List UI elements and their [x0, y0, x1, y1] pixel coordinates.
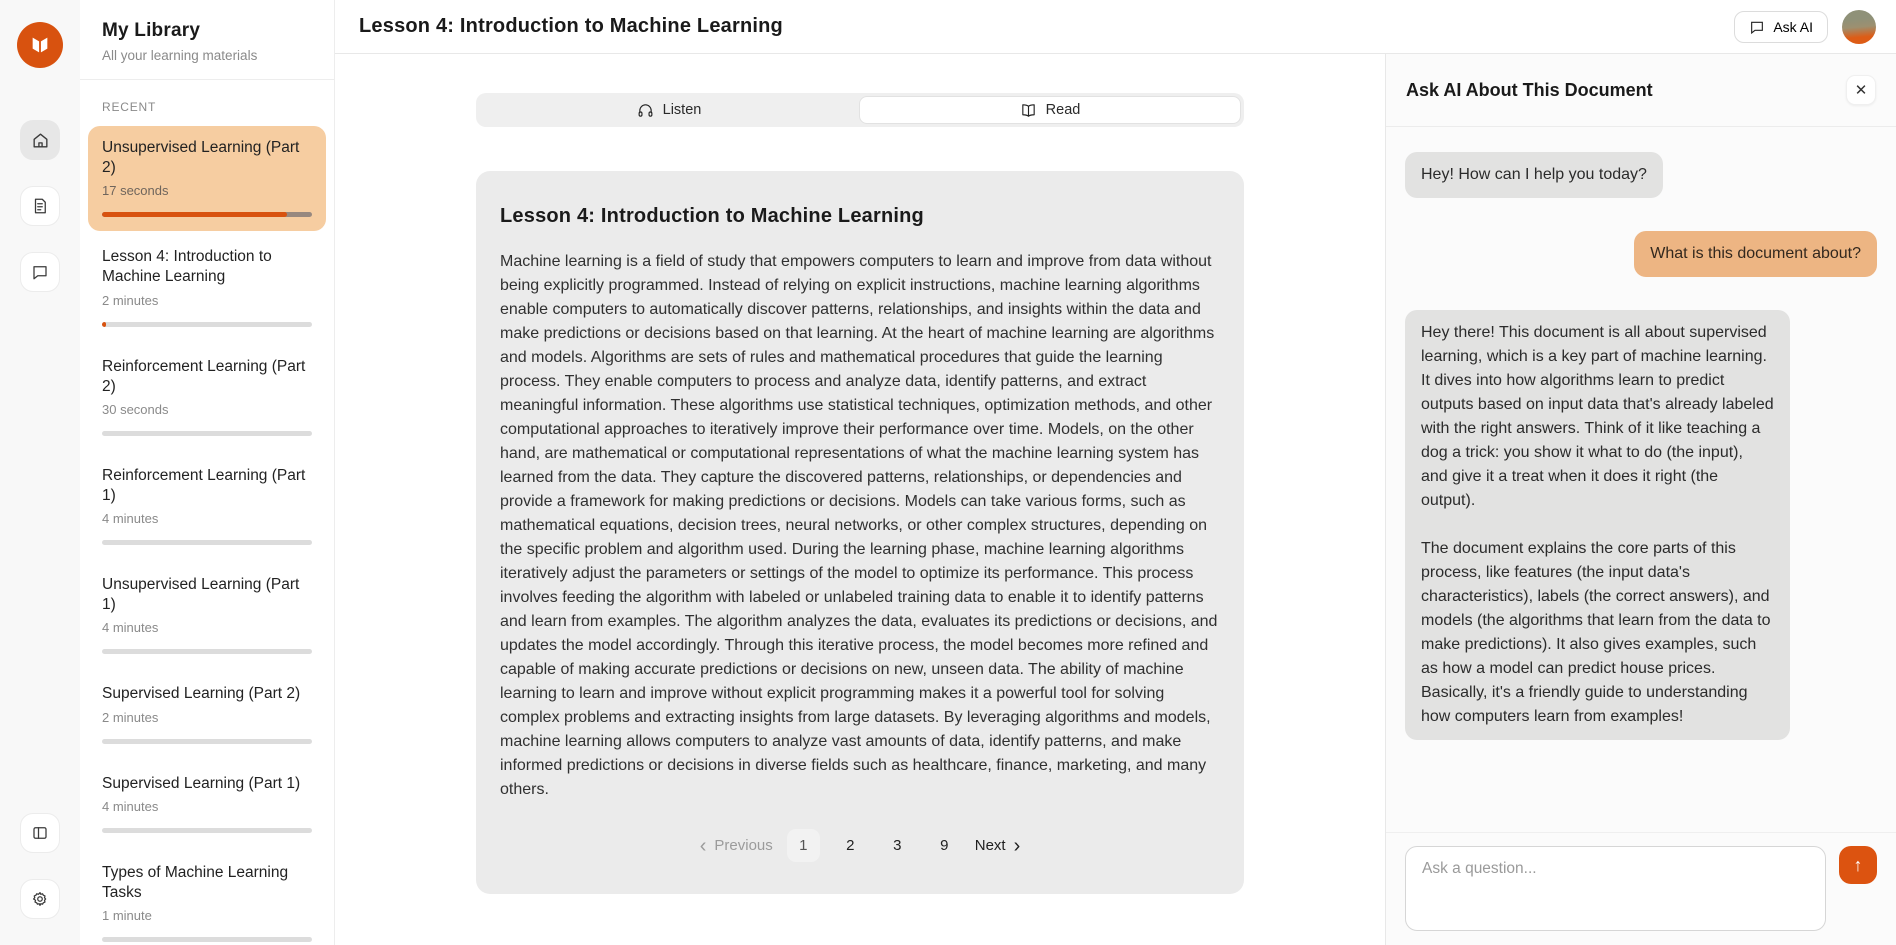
item-duration: 4 minutes	[102, 620, 159, 636]
app-logo[interactable]	[17, 22, 63, 68]
sidebar-toggle-button[interactable]	[20, 813, 60, 853]
ai-message-paragraph: Hey there! This document is all about supervised learning, which is a key part of machine learning. It dives into how algorithms learn to predict outputs based on input data that's already labeled with the right answers. Think of it like teaching a dog a trick: you show it what to do (the input), and give it a treat when it does it right (the output).	[1421, 324, 1774, 509]
library-item-supervised-2[interactable]	[88, 672, 326, 757]
user-avatar[interactable]	[1842, 10, 1876, 44]
library-subtitle: All your learning materials	[102, 48, 258, 63]
item-title: Reinforcement Learning (Part 1)	[102, 466, 306, 504]
ai-message: Hey! How can I help you today?	[1405, 152, 1663, 198]
progress-track	[102, 937, 312, 942]
icon-rail	[0, 0, 80, 945]
document-icon	[31, 197, 49, 215]
content-column	[335, 0, 1896, 945]
progress-track	[102, 212, 312, 217]
progress-track	[102, 828, 312, 833]
listen-label: Listen	[662, 102, 702, 118]
item-duration: 4 minutes	[102, 511, 159, 527]
page-button-3[interactable]: 3	[893, 837, 902, 854]
chat-button[interactable]	[20, 252, 60, 292]
item-duration: 4 minutes	[102, 798, 159, 814]
item-duration: 2 minutes	[102, 292, 159, 308]
previous-label: Previous	[714, 837, 773, 854]
next-page-button[interactable]	[975, 836, 1021, 856]
ask-ai-panel	[1385, 54, 1896, 945]
page-title: Lesson 4: Introduction to Machine Learning	[359, 15, 783, 37]
read-label: Read	[1045, 102, 1081, 118]
library-item-reinforcement-1[interactable]	[88, 454, 326, 559]
close-icon: ✕	[1854, 82, 1868, 99]
library-title: My Library	[102, 20, 201, 41]
item-duration: 30 seconds	[102, 401, 169, 417]
home-icon	[31, 131, 50, 150]
item-title: Lesson 4: Introduction to Machine Learning	[102, 248, 272, 286]
listen-read-toggle	[476, 93, 1244, 127]
open-book-icon	[1020, 102, 1037, 119]
user-message: What is this document about?	[1634, 231, 1877, 277]
document-title: Lesson 4: Introduction to Machine Learning	[500, 205, 924, 227]
documents-button[interactable]	[20, 186, 60, 226]
item-title: Types of Machine Learning Tasks	[102, 863, 289, 901]
chat-bubble-icon	[31, 263, 49, 281]
page-button-1[interactable]: 1	[787, 829, 820, 862]
progress-track	[102, 739, 312, 744]
chevron-left-icon: ‹	[699, 834, 707, 857]
progress-track	[102, 540, 312, 545]
progress-fill	[102, 212, 287, 217]
progress-track	[102, 649, 312, 654]
library-item-reinforcement-2[interactable]	[88, 345, 326, 450]
library-item-supervised-1[interactable]	[88, 762, 326, 847]
ask-ai-panel-header	[1386, 54, 1896, 127]
library-header	[80, 0, 334, 80]
ask-ai-button[interactable]	[1734, 11, 1828, 43]
item-title: Supervised Learning (Part 1)	[102, 774, 301, 792]
document-body: Machine learning is a field of study that empowers computers to learn and improve from data without being explicitly programmed. Instead of relying on explicit instructions, machine learning algorithms enable computers to automatically discover patterns, relationships, and insights within the data and make predictions or decisions based on that learning. At the heart of machine learning are algorithms and models. Algorithms are sets of rules and mathematical procedures that guide the learning process. They enable computers to process and analyze data, identify patterns, and extract meaningful information. These algorithms use statistical techniques, optimization methods, and other computational approaches to iteratively improve their performance over time. Models, on the other hand, are mathematical or computational representations of what the machine learning system has learned from the data. They capture the discovered patterns, relationships, or dependencies and provide a framework for making predictions or decisions. Models can take various forms, such as mathematical equations, decision trees, neural networks, or other complex structures, depending on the specific problem and algorithm used. During the learning phase, machine learning algorithms iteratively adjust the parameters or settings of the model to optimize its performance. This process involves feeding the algorithm with labeled or unlabeled training data to enable it to identify patterns and learn from examples. The algorithm analyzes the data, evaluates its predictions or decisions, and updates the model accordingly. Through this iterative process, the model becomes more refined and capable of making accurate predictions or decisions on new, unseen data. The ability of machine learning to learn and improve without explicit programming makes it a powerful tool for solving complex problems and extracting insights from large datasets. By leveraging algorithms and models, machine learning allows computers to analyze vast amounts of data, identify patterns, and make informed predictions or decisions in diverse fields such as healthcare, finance, marketing, and many others.	[500, 253, 1218, 798]
item-duration: 17 seconds	[102, 183, 169, 199]
sidebar-toggle-icon	[31, 824, 49, 842]
settings-button[interactable]	[20, 879, 60, 919]
ask-ai-panel-title: Ask AI About This Document	[1406, 79, 1653, 100]
listen-tab[interactable]	[479, 96, 859, 124]
read-tab[interactable]	[859, 96, 1241, 124]
document-card	[476, 171, 1244, 894]
item-title: Unsupervised Learning (Part 1)	[102, 576, 300, 614]
arrow-up-icon: ↑	[1853, 854, 1863, 875]
send-button[interactable]	[1839, 846, 1877, 884]
item-title: Reinforcement Learning (Part 2)	[102, 357, 306, 395]
progress-track	[102, 322, 312, 327]
previous-page-button[interactable]	[700, 836, 773, 856]
question-input[interactable]	[1405, 846, 1826, 931]
progress-fill	[102, 322, 106, 327]
item-duration: 2 minutes	[102, 709, 159, 725]
close-panel-button[interactable]	[1846, 75, 1876, 105]
document-main	[335, 54, 1385, 945]
library-item-unsupervised-2[interactable]	[88, 126, 326, 231]
pagination	[500, 829, 1220, 868]
ai-message-paragraph: The document explains the core parts of this process, like features (the input data's characteristics), labels (the correct answers), and models (the algorithms that learn from the data to make predictions). It also gives examples, such as how a model can predict house prices. Basically, it's a friendly guide to understanding how computers learn from examples!	[1421, 540, 1771, 725]
next-label: Next	[974, 837, 1006, 854]
library-list	[80, 118, 334, 945]
settings-gear-icon	[31, 890, 49, 908]
chat-bubble-icon	[1749, 19, 1765, 35]
ai-message	[1405, 310, 1790, 740]
header-actions	[1734, 10, 1876, 44]
home-button[interactable]	[20, 120, 60, 160]
page-button-9[interactable]: 9	[940, 837, 949, 854]
recent-section-label: RECENT	[102, 100, 157, 114]
library-item-lesson-4[interactable]	[88, 235, 326, 340]
library-item-types-of-ml-tasks[interactable]	[88, 851, 326, 945]
body-row	[335, 54, 1896, 945]
logo-book-icon	[29, 34, 51, 56]
chevron-right-icon: ›	[1013, 834, 1021, 857]
progress-track	[102, 431, 312, 436]
library-sidebar	[80, 0, 335, 945]
item-title: Supervised Learning (Part 2)	[102, 685, 301, 703]
ask-ai-label: Ask AI	[1773, 18, 1813, 35]
item-title: Unsupervised Learning (Part 2)	[102, 139, 300, 177]
library-item-unsupervised-1[interactable]	[88, 563, 326, 668]
top-header	[335, 0, 1896, 54]
page-button-2[interactable]: 2	[846, 837, 855, 854]
chat-input-bar	[1386, 832, 1896, 945]
chat-messages	[1386, 127, 1896, 832]
item-duration: 1 minute	[102, 907, 152, 923]
headphones-icon	[637, 102, 654, 119]
